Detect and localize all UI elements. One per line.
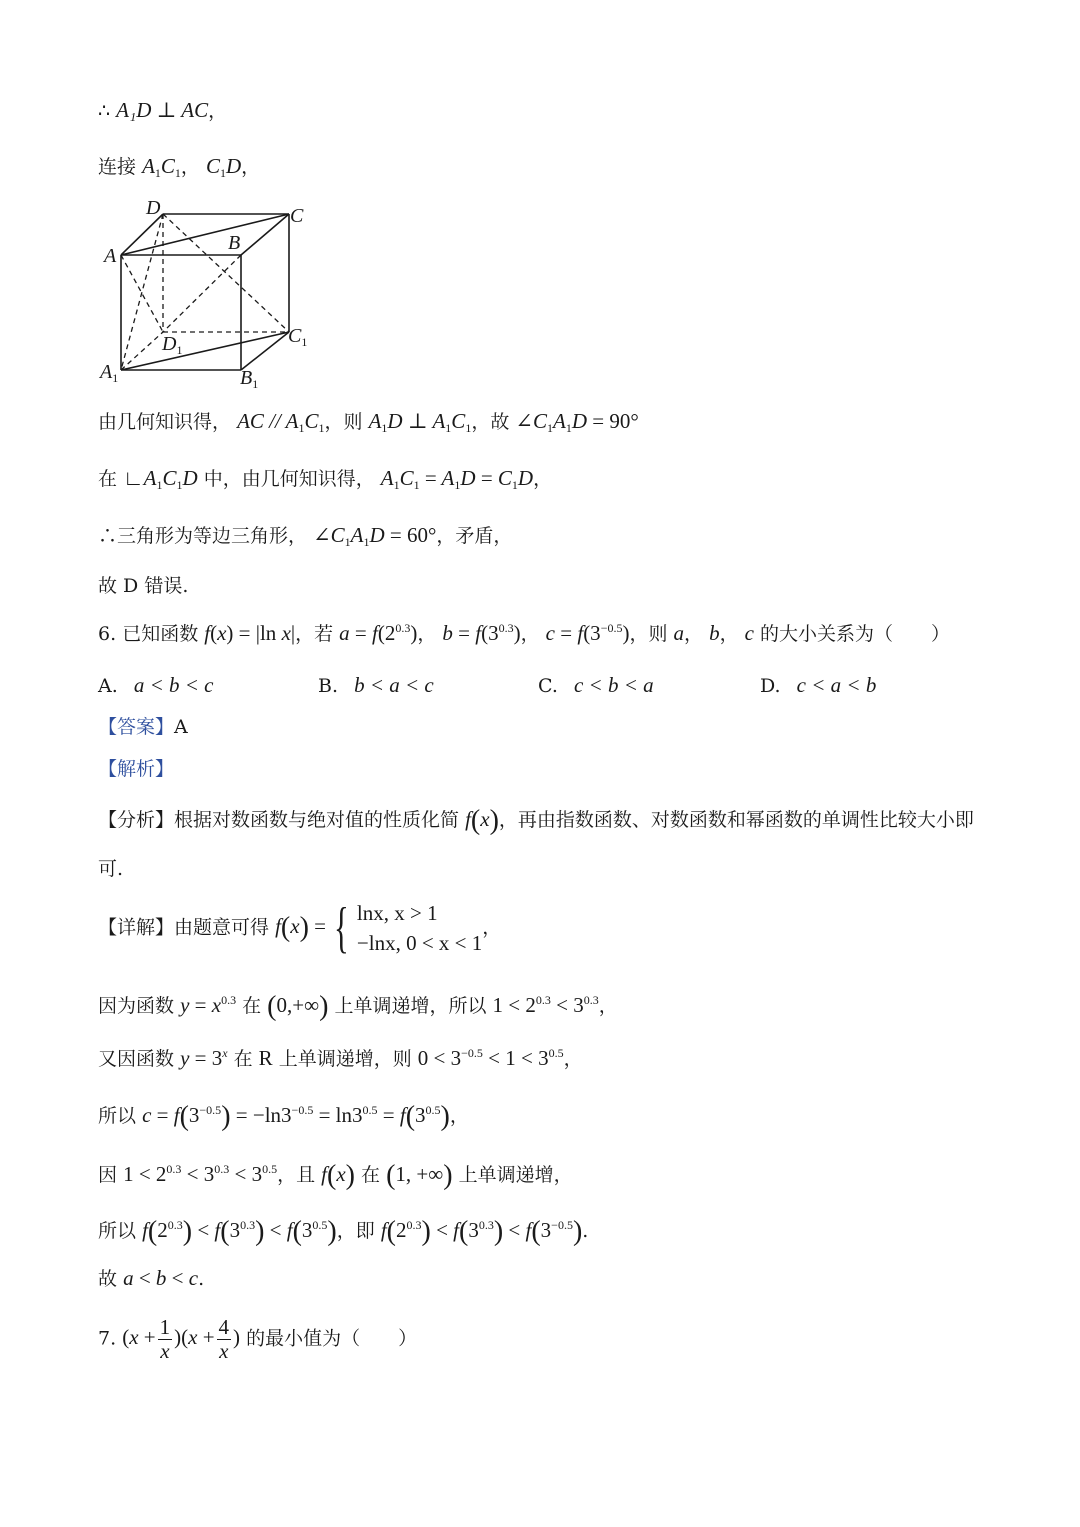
text: ，且 bbox=[277, 1164, 316, 1186]
text: ， bbox=[719, 623, 739, 645]
text: ，则 bbox=[324, 411, 363, 433]
math-perp-statement: A₁D ⊥ AC bbox=[116, 98, 209, 122]
punct: ， bbox=[180, 156, 200, 178]
text: ，矛盾， bbox=[436, 525, 513, 547]
question-number: 7. bbox=[98, 1327, 117, 1350]
math-a-def: $a = f(2^{0.3})$ bbox=[339, 621, 418, 645]
edge-A1D1 bbox=[121, 332, 163, 370]
math-parallel: AC // $A_1C_1$ bbox=[237, 409, 325, 435]
var-c: c bbox=[744, 621, 754, 645]
diag-DC1 bbox=[163, 214, 289, 332]
choice-expr: b < a < c bbox=[354, 673, 434, 697]
label-A1: $A_1$ bbox=[100, 361, 119, 385]
text: ， bbox=[598, 995, 618, 1017]
text: ， bbox=[417, 623, 437, 645]
math-c-def: $c = f(3^{-0.5})$ bbox=[545, 621, 630, 645]
math-triangle: $∟A_1C_1D$ bbox=[123, 466, 198, 492]
choice-d[interactable] bbox=[760, 673, 876, 698]
text: 在 bbox=[242, 995, 262, 1017]
fenxi-line-2: 可. bbox=[98, 858, 124, 880]
choice-label: A. bbox=[98, 675, 118, 697]
math-exp-fn: $y = 3^x$ bbox=[180, 1046, 228, 1070]
text: 上单调递增，则 bbox=[278, 1048, 412, 1070]
proof-line-5 bbox=[98, 523, 512, 549]
math-q7-expr: (x + $\frac{1}{x}$ )(x + $\frac{4}{x}$ ) bbox=[122, 1315, 241, 1364]
question-7 bbox=[98, 1316, 417, 1363]
choice-expr: c < a < b bbox=[796, 673, 877, 697]
math-b-def: $b = f(3^{0.3})$ bbox=[442, 621, 521, 645]
math-a1c1: $A_1C_1$ bbox=[142, 154, 181, 180]
text: 的最小值为（ ） bbox=[246, 1327, 418, 1350]
text: ， bbox=[520, 623, 540, 645]
text: . bbox=[582, 1220, 589, 1242]
proof-line-4 bbox=[98, 466, 552, 492]
math-reals: R bbox=[258, 1046, 273, 1070]
analysis-tag: 【解析】 bbox=[98, 758, 175, 780]
text: ，再由指数函数、对数函数和幂函数的单调性比较大小即 bbox=[498, 809, 974, 831]
text: 由几何知识得， bbox=[98, 411, 232, 433]
text: ，若 bbox=[295, 623, 334, 645]
math-interval-0-inf: (0,+∞) bbox=[267, 991, 329, 1022]
text: 由题意可得 bbox=[174, 916, 270, 939]
math-power-fn: $y = x^{0.3}$ bbox=[180, 993, 237, 1017]
choice-b[interactable] bbox=[318, 673, 434, 698]
text-connect: 连接 bbox=[98, 156, 137, 178]
text: 所以 bbox=[98, 1220, 137, 1242]
text: ∴三角形为等边三角形， bbox=[98, 525, 308, 547]
xiangjie-line-7 bbox=[98, 1266, 204, 1291]
text: 因 bbox=[98, 1164, 118, 1186]
math-perp-2: $A_1D$ ⊥ $A_1C_1$ bbox=[368, 409, 472, 435]
xiangjie-line-2 bbox=[98, 990, 618, 1024]
xiangjie-line-1 bbox=[98, 898, 501, 959]
text: ，故 bbox=[471, 411, 510, 433]
case-2: −lnx, 0 < x < 1 bbox=[356, 931, 483, 956]
math-fx: f(x) bbox=[465, 805, 499, 836]
choice-expr: c < b < a bbox=[573, 673, 654, 697]
fenxi-line-1 bbox=[98, 804, 974, 838]
text: ，则 bbox=[629, 623, 668, 645]
choice-label: C. bbox=[538, 675, 558, 697]
answer-line bbox=[98, 716, 188, 739]
punct: ， bbox=[208, 100, 228, 122]
label-D1: $D_1$ bbox=[162, 333, 183, 357]
text: 又因函数 bbox=[98, 1048, 175, 1070]
label-C: C bbox=[290, 205, 304, 227]
text: 上单调递增，所以 bbox=[334, 995, 487, 1017]
diag-DA1 bbox=[121, 214, 163, 370]
xiangjie-line-3 bbox=[98, 1046, 583, 1071]
xiangjie-line-6 bbox=[98, 1215, 588, 1249]
math-equal-sides: $A_1C_1 = A_1D = C_1D$ bbox=[380, 466, 534, 492]
math-final-order: a < b < c bbox=[123, 1266, 199, 1290]
case-1: lnx, x > 1 bbox=[356, 901, 438, 925]
text: 的大小关系为（ ） bbox=[760, 623, 951, 645]
math-f-ineq-2: $f(2^{0.3}) < f(3^{0.3}) < f(3^{-0.5})$ bbox=[380, 1216, 583, 1247]
text: ， bbox=[482, 916, 502, 939]
label-B: B bbox=[228, 232, 241, 254]
question-number: 6. bbox=[98, 623, 117, 645]
math-f-ineq-1: $f(2^{0.3}) < f(3^{0.3}) < f(3^{0.5})$ bbox=[142, 1216, 337, 1247]
text: . bbox=[198, 1268, 205, 1290]
math-ineq-2: $0 < 3^{-0.5} < 1 < 3^{0.5}$ bbox=[417, 1046, 564, 1070]
proof-line-1 bbox=[98, 98, 227, 123]
proof-conclusion: 故 D 错误. bbox=[98, 575, 189, 597]
math-c1d: $C_1D$ bbox=[205, 154, 242, 180]
math-angle-60: $\angle C_1A_1D = 60^\circ$ bbox=[313, 523, 437, 549]
text: 所以 bbox=[98, 1105, 137, 1127]
punct: ， bbox=[241, 156, 261, 178]
math-angle-90: $\angle C_1A_1D = 90^\circ$ bbox=[515, 409, 639, 435]
cube-figure bbox=[98, 192, 328, 392]
math-piecewise: f(x) = { lnx, x > 1 −lnx, 0 < x < 1 bbox=[275, 897, 483, 960]
xiangjie-tag: 【详解】 bbox=[98, 916, 175, 939]
math-fx-def: f(x) = |ln x| bbox=[204, 621, 296, 645]
diag-BD1 bbox=[163, 255, 241, 332]
var-b: b bbox=[709, 621, 720, 645]
choice-expr: a < b < c bbox=[133, 673, 214, 697]
xiangjie-line-5 bbox=[98, 1159, 573, 1193]
answer-value: A bbox=[174, 716, 188, 738]
label-B1: $B_1$ bbox=[240, 367, 259, 391]
math-c-eval: $c = f(3^{-0.5}) = -\ln 3^{-0.5} = \ln 3^{0.5} = f(3^{0.5})$ bbox=[142, 1101, 450, 1132]
text: 已知函数 bbox=[122, 623, 199, 645]
text: 中，由几何知识得， bbox=[203, 468, 375, 490]
text: 在 bbox=[361, 1164, 381, 1186]
proof-line-3 bbox=[98, 409, 639, 435]
math-ineq-3: $1 < 2^{0.3} < 3^{0.3} < 3^{0.5}$ bbox=[123, 1162, 278, 1186]
text: 在 bbox=[98, 468, 118, 490]
text: ， bbox=[684, 623, 704, 645]
choice-c[interactable] bbox=[538, 673, 654, 698]
therefore-symbol: ∴ bbox=[98, 100, 111, 122]
answer-tag: 【答案】 bbox=[98, 716, 175, 738]
text: ，即 bbox=[336, 1220, 375, 1242]
choice-a[interactable] bbox=[98, 673, 213, 698]
text: ， bbox=[563, 1048, 583, 1070]
fenxi-tag: 【分析】 bbox=[98, 809, 175, 831]
label-A: A bbox=[104, 245, 117, 267]
xiangjie-line-4 bbox=[98, 1100, 469, 1134]
math-fx-2: f(x) bbox=[321, 1160, 355, 1191]
math-ineq-1: $1 < 2^{0.3} < 3^{0.3}$ bbox=[492, 993, 599, 1017]
text: ， bbox=[533, 468, 553, 490]
label-D: D bbox=[146, 197, 161, 219]
text: 根据对数函数与绝对值的性质化简 bbox=[174, 809, 460, 831]
text: ， bbox=[449, 1105, 469, 1127]
math-interval-1-inf: (1, +∞) bbox=[386, 1160, 453, 1191]
text: 在 bbox=[233, 1048, 253, 1070]
edge-AD bbox=[121, 214, 163, 255]
choice-label: D. bbox=[760, 675, 781, 697]
text: 上单调递增， bbox=[458, 1164, 573, 1186]
label-C1: $C_1$ bbox=[288, 325, 308, 349]
proof-line-2 bbox=[98, 154, 260, 180]
choice-label: B. bbox=[318, 675, 339, 697]
text: 因为函数 bbox=[98, 995, 175, 1017]
var-a: a bbox=[673, 621, 685, 645]
question-6 bbox=[98, 621, 950, 646]
text: 故 bbox=[98, 1268, 118, 1290]
